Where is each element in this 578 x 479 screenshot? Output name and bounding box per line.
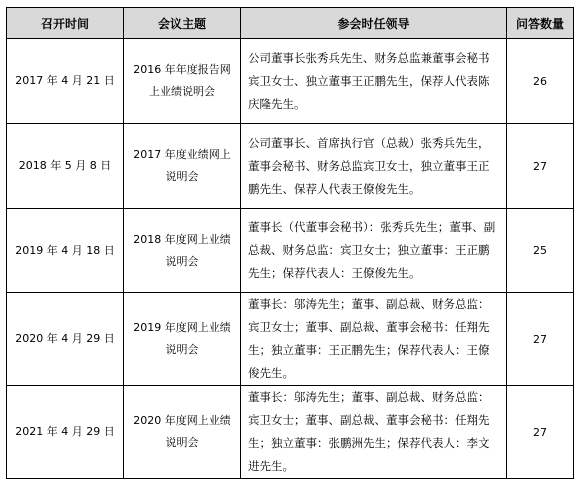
cell-topic: 2020 年度网上业绩说明会: [124, 386, 241, 479]
header-date: 召开时间: [7, 8, 124, 39]
meetings-table: [6, 7, 574, 479]
cell-date: 2021 年 4 月 29 日: [7, 386, 124, 479]
cell-leaders: 公司董事长、首席执行官（总裁）张秀兵先生，董事会秘书、财务总监宾卫女士，独立董事王正鹏先生、保荐人代表王僚俊先生。: [241, 124, 507, 209]
cell-leaders: 董事长（代董事会秘书）：张秀兵先生；董事、副总裁、财务总监：宾卫女士；独立董事：王正鹏先生；保荐代表人：王僚俊先生。: [241, 209, 507, 293]
cell-count: 26: [507, 39, 574, 124]
cell-leaders: 董事长：邬涛先生；董事、副总裁、财务总监：宾卫女士；董事、副总裁、董事会秘书：任翔先生；独立董事：张鹏洲先生；保荐代表人：李文进先生。: [241, 386, 507, 479]
cell-topic: 2017 年度业绩网上说明会: [124, 124, 241, 209]
cell-topic: 2016 年年度报告网上业绩说明会: [124, 39, 241, 124]
cell-date: 2018 年 5 月 8 日: [7, 124, 124, 209]
table-row: [7, 209, 574, 293]
table-row: [7, 124, 574, 209]
cell-count: 27: [507, 293, 574, 386]
header-leaders: 参会时任领导: [241, 8, 507, 39]
table-row: [7, 39, 574, 124]
cell-topic: 2019 年度网上业绩说明会: [124, 293, 241, 386]
header-count: 问答数量: [507, 8, 574, 39]
header-topic: 会议主题: [124, 8, 241, 39]
cell-leaders: 董事长：邬涛先生；董事、副总裁、财务总监：宾卫女士；董事、副总裁、董事会秘书：任翔先生；独立董事：王正鹏先生；保荐代表人：王僚俊先生。: [241, 293, 507, 386]
cell-leaders: 公司董事长张秀兵先生、财务总监兼董事会秘书宾卫女士、独立董事王正鹏先生，保荐人代表陈庆隆先生。: [241, 39, 507, 124]
header-row: [7, 8, 574, 39]
table-row: [7, 293, 574, 386]
table-header: [7, 8, 574, 39]
cell-date: 2019 年 4 月 18 日: [7, 209, 124, 293]
cell-count: 27: [507, 124, 574, 209]
cell-date: 2020 年 4 月 29 日: [7, 293, 124, 386]
cell-count: 27: [507, 386, 574, 479]
table-row: [7, 386, 574, 479]
cell-date: 2017 年 4 月 21 日: [7, 39, 124, 124]
table-body: [7, 39, 574, 479]
cell-count: 25: [507, 209, 574, 293]
cell-topic: 2018 年度网上业绩说明会: [124, 209, 241, 293]
